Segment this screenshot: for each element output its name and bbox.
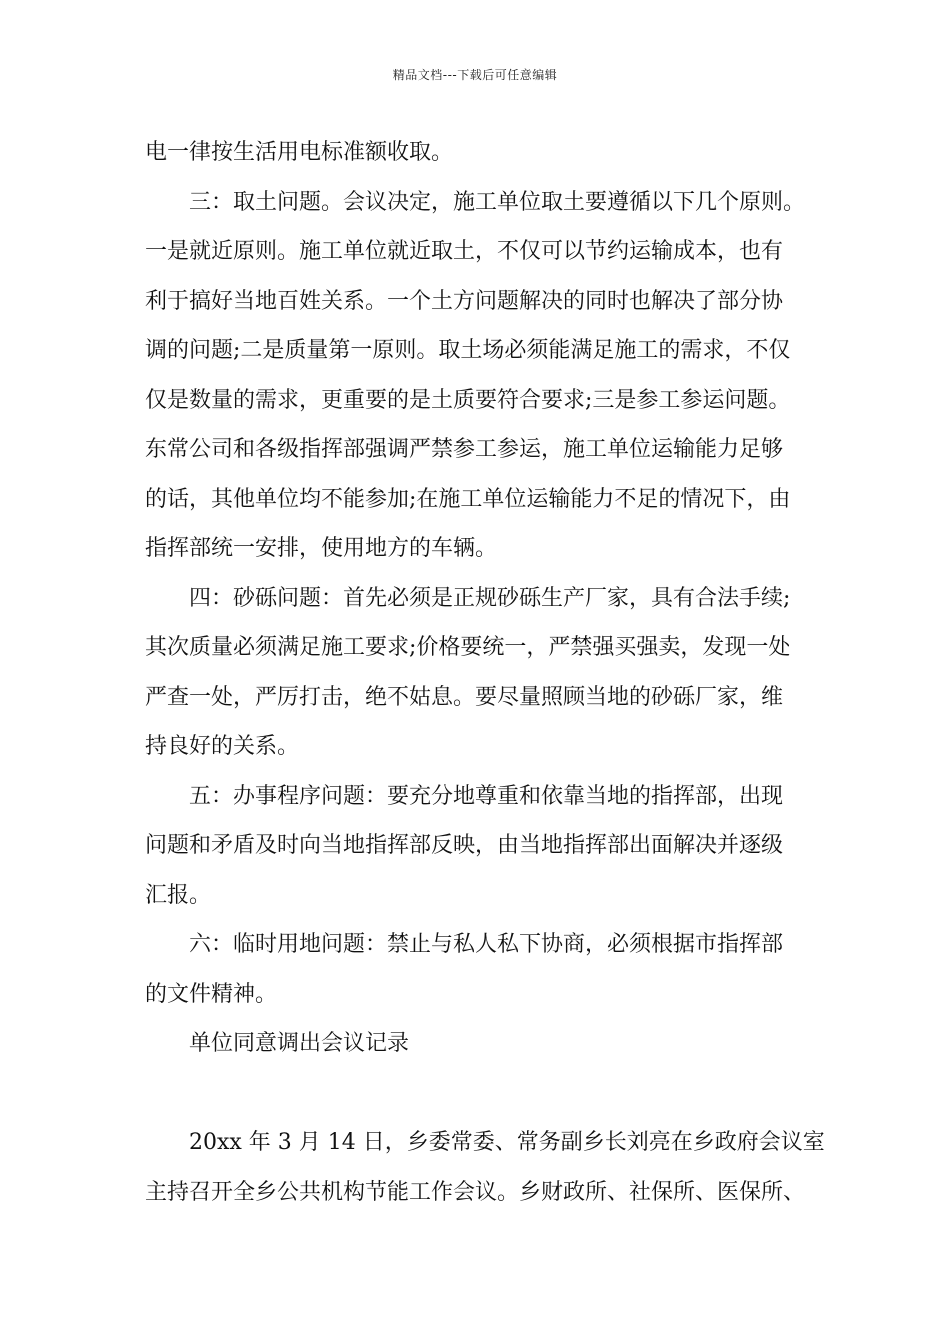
text-line: 电一律按生活用电标准额收取。 xyxy=(145,140,454,165)
text-line: 六：临时用地问题：禁止与私人私下协商，必须根据市指挥部 xyxy=(189,932,784,957)
text-line: 指挥部统一安排，使用地方的车辆。 xyxy=(145,536,498,561)
text-line: 其次质量必须满足施工要求;价格要统一，严禁强买强卖，发现一处 xyxy=(145,635,791,660)
section-title: 单位同意调出会议记录 xyxy=(189,1031,410,1056)
page-header: 精品文档---下载后可任意编辑 xyxy=(392,68,558,82)
text-line: 严查一处，严厉打击，绝不姑息。要尽量照顾当地的砂砾厂家，维 xyxy=(145,684,784,710)
text-line: 汇报。 xyxy=(145,882,212,908)
text-line: 调的问题;二是质量第一原则。取土场必须能满足施工的需求，不仅 xyxy=(145,338,791,363)
text-line: 的文件精神。 xyxy=(145,981,278,1007)
text-line: 持良好的关系。 xyxy=(145,734,300,759)
text-line: 五：办事程序问题：要充分地尊重和依靠当地的指挥部，出现 xyxy=(189,783,784,809)
text-line: 主持召开全乡公共机构节能工作会议。乡财政所、社保所、医保所、 xyxy=(145,1179,806,1205)
text-line: 利于搞好当地百姓关系。一个土方问题解决的同时也解决了部分协 xyxy=(145,288,784,314)
text-line: 的话，其他单位均不能参加;在施工单位运输能力不足的情况下，由 xyxy=(145,486,791,512)
text-line: 四：砂砾问题：首先必须是正规砂砾生产厂家，具有合法手续; xyxy=(189,585,791,611)
text-line: 仅是数量的需求，更重要的是土质要符合要求;三是参工参运问题。 xyxy=(145,387,791,413)
blank-line xyxy=(145,1069,825,1119)
text-line: 问题和矛盾及时向当地指挥部反映，由当地指挥部出面解决并逐级 xyxy=(145,833,784,858)
text-line: 三：取土问题。会议决定，施工单位取土要遵循以下几个原则。 xyxy=(189,189,806,215)
document-body xyxy=(145,128,825,1217)
text-line: 20xx 年 3 月 14 日，乡委常委、常务副乡长刘亮在乡政府会议室 xyxy=(189,1130,825,1155)
text-line: 一是就近原则。施工单位就近取土，不仅可以节约运输成本，也有 xyxy=(145,239,784,264)
text-line: 东常公司和各级指挥部强调严禁参工参运，施工单位运输能力足够 xyxy=(145,437,784,462)
